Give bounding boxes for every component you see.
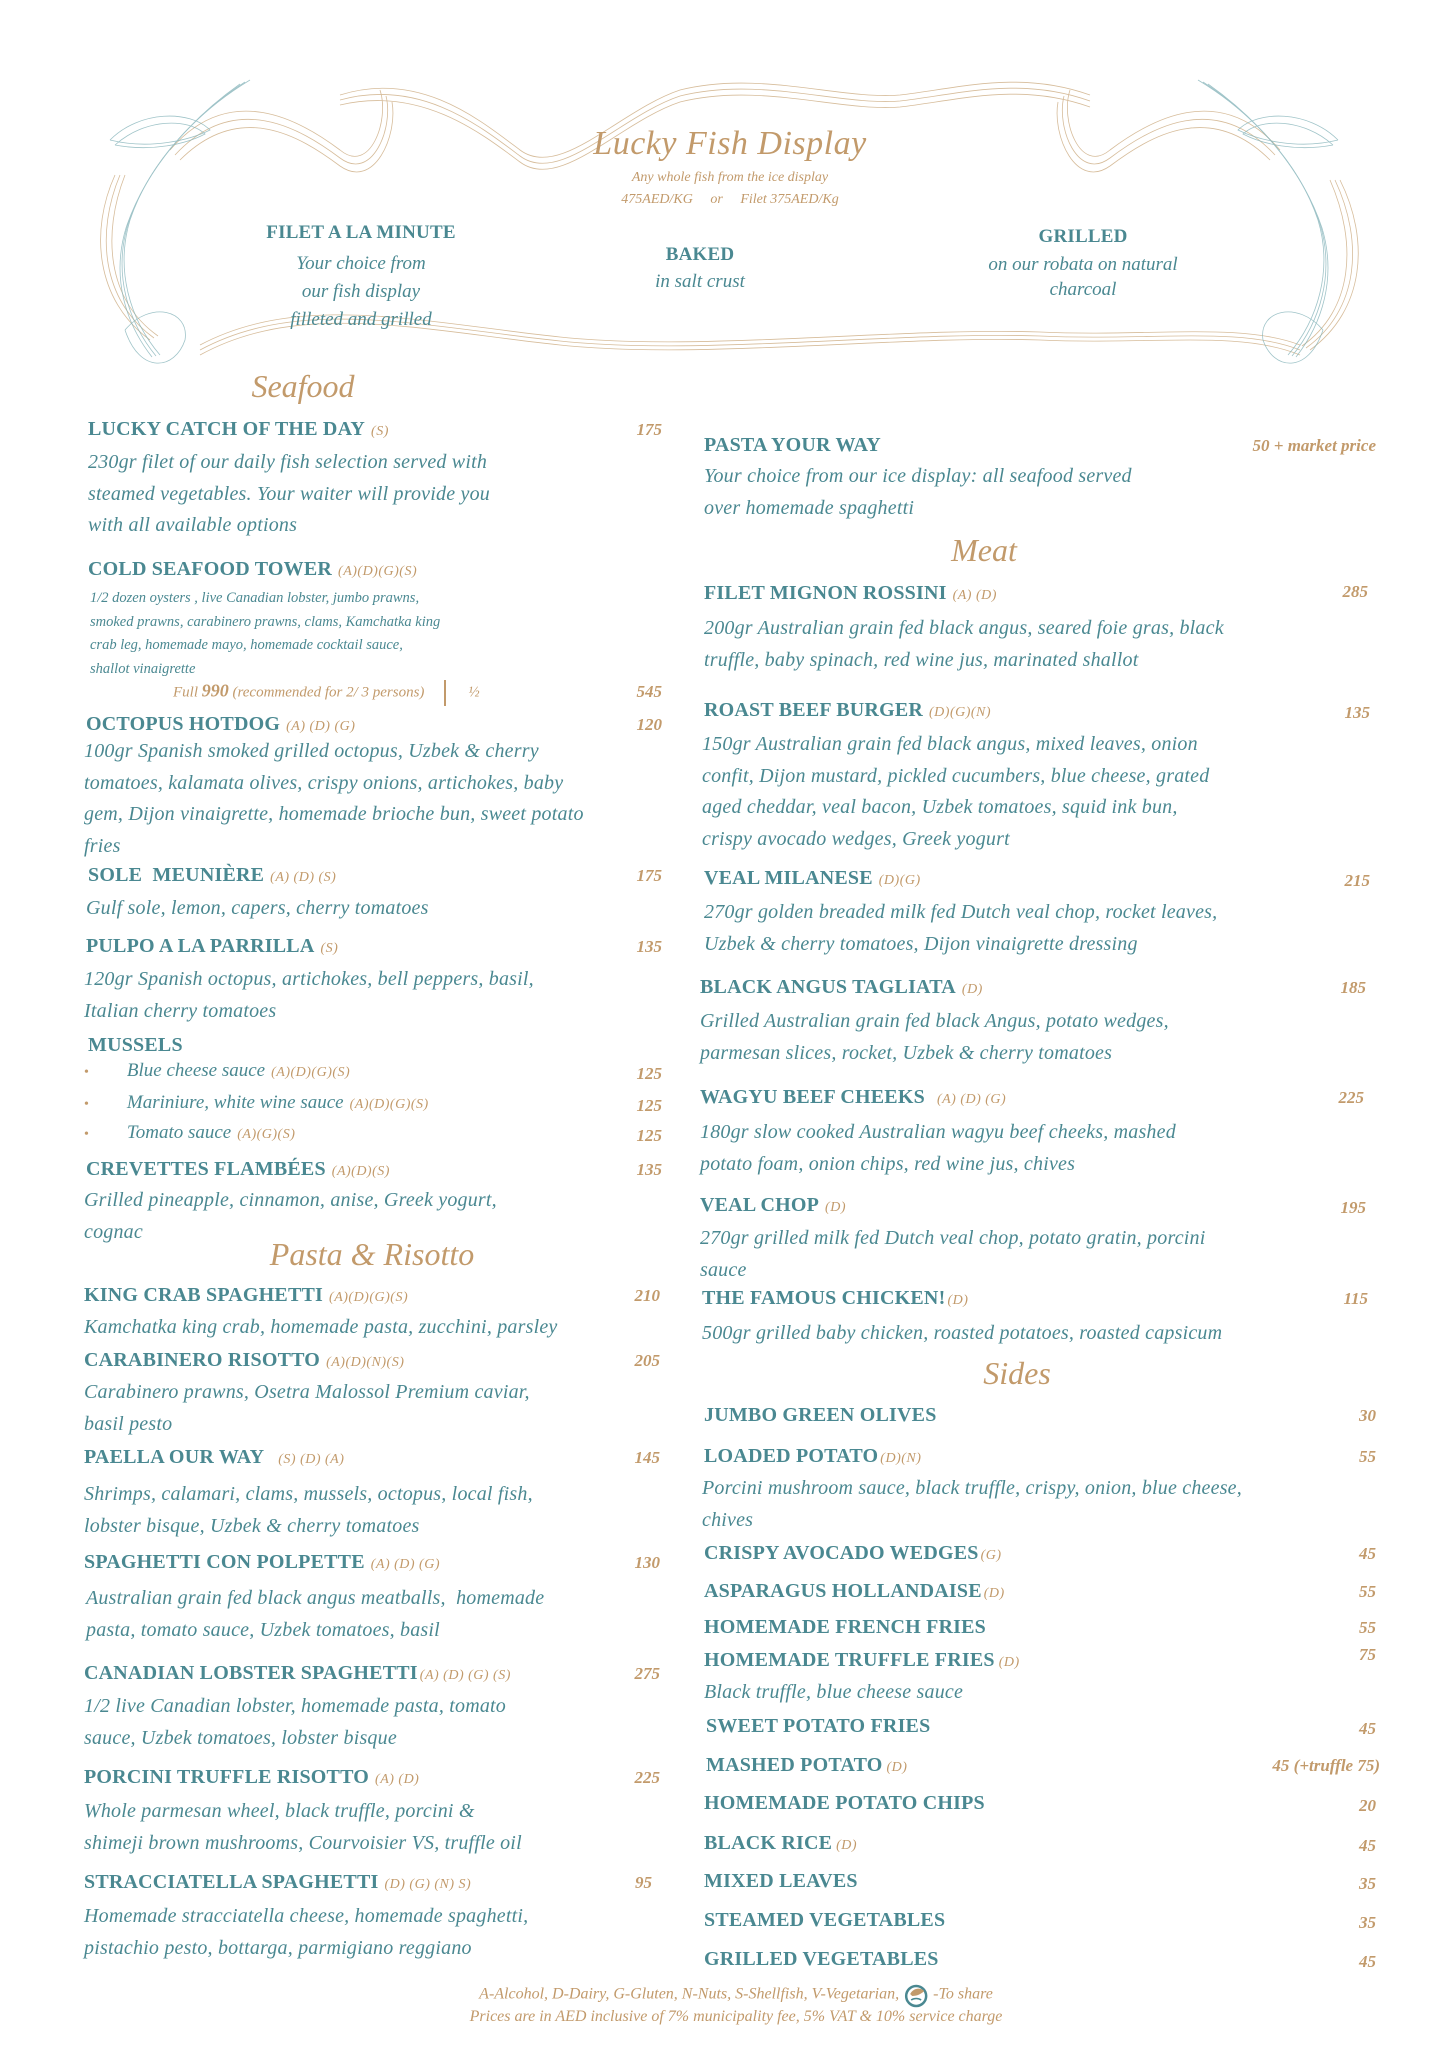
header-subtitle: Any whole fish from the ice display — [631, 170, 829, 185]
allergen-tags: (A) (D) — [952, 588, 997, 603]
menu-item-price: 55 — [1359, 1582, 1376, 1601]
menu-item-price: 135 — [636, 1160, 662, 1179]
page-title: Lucky Fish Display — [593, 125, 867, 162]
menu-item-name: ROAST BEEF BURGER (D)(G)(N) — [704, 699, 992, 721]
prices-note: Prices are in AED inclusive of 7% municipality fee, 5% VAT & 10% service charge — [469, 2008, 1003, 2025]
menu-item-price: 115 — [1343, 1289, 1368, 1308]
allergen-tags: (A) (D) (G) (S) — [419, 1668, 511, 1683]
menu-item-price: 225 — [1338, 1088, 1364, 1107]
menu-item-price: 125 — [636, 1126, 662, 1145]
menu-item-price: 45 — [1359, 1719, 1376, 1738]
menu-item-name: LOADED POTATO (D)(N) — [704, 1445, 922, 1467]
menu-item-price: 275 — [634, 1664, 660, 1683]
price-filet: Filet 375AED/Kg — [740, 192, 839, 207]
header-prices — [621, 192, 838, 208]
menu-item-name: HOMEMADE TRUFFLE FRIES (D) — [704, 1649, 1020, 1671]
bullet-icon: • — [84, 1065, 89, 1080]
mussels-variant: • Blue cheese sauce (A)(D)(G)(S) — [84, 1060, 351, 1081]
option-desc — [988, 252, 1177, 302]
menu-item-name: MUSSELS — [88, 1034, 183, 1056]
allergen-tags: (D) — [961, 982, 983, 997]
menu-item-price: 35 — [1359, 1913, 1376, 1932]
menu-item-name: STEAMED VEGETABLES — [704, 1909, 946, 1931]
allergen-tags: (A)(D)(N)(S) — [326, 1355, 405, 1370]
menu-item-desc: Gulf sole, lemon, capers, cherry tomatoes — [86, 897, 429, 919]
allergen-tags: (D) (G) (N) S) — [384, 1877, 472, 1892]
allergen-legend: A-Alcohol, D-Dairy, G-Gluten, N-Nuts, S-Shellfish, V-Vegetarian, -To share — [479, 1982, 993, 2008]
menu-item-price: 45 — [1359, 1952, 1376, 1971]
allergen-tags: (A) (D) (S) — [270, 870, 337, 885]
allergen-tags: (D) — [998, 1655, 1020, 1670]
menu-item-name: WAGYU BEEF CHEEKS (A) (D) (G) — [700, 1086, 1007, 1108]
menu-item-name: FILET MIGNON ROSSINI (A) (D) — [704, 582, 997, 604]
menu-item-price: 55 — [1359, 1618, 1376, 1637]
menu-item-desc: Grilled Australian grain fed black Angus, potato wedges, parmesan slices, rocket, Uzbek & cherry tomatoes — [700, 1010, 1169, 1064]
menu-item-price: 120 — [636, 715, 662, 734]
option-desc-line: filleted and grilled — [290, 309, 432, 330]
menu-item-name: HOMEMADE FRENCH FRIES — [704, 1616, 986, 1638]
menu-item-desc: 1/2 dozen oysters , live Canadian lobster, jumbo prawns, smoked prawns, carabinero prawns, clams, Kamchatka king crab leg, homemade mayo, homemade cocktail sauce, shallot vinaigrette — [90, 590, 441, 677]
divider — [444, 680, 446, 706]
menu-item-price: 45 (+truffle 75) — [1272, 1756, 1380, 1775]
allergen-tags: (D)(N) — [880, 1451, 922, 1466]
menu-item-name: MASHED POTATO (D) — [706, 1754, 908, 1776]
price-whole: 475AED/KG — [621, 192, 693, 207]
menu-item-name: CREVETTES FLAMBÉES (A)(D)(S) — [86, 1158, 390, 1180]
option-name: BAKED — [665, 244, 735, 265]
menu-item-name: SOLE MEUNIÈRE (A) (D) (S) — [88, 864, 337, 886]
price-or: or — [710, 192, 723, 207]
menu-item-price: 55 — [1359, 1447, 1376, 1466]
option-name: FILET A LA MINUTE — [266, 222, 456, 243]
menu-item-desc: 270gr grilled milk fed Dutch veal chop, potato gratin, porcini sauce — [700, 1227, 1206, 1281]
mussels-variant: • Mariniure, white wine sauce (A)(D)(G)(S) — [84, 1092, 429, 1113]
tower-half-label: ½ — [468, 684, 480, 701]
menu-item-price: 145 — [634, 1448, 660, 1467]
allergen-tags: (S) — [320, 941, 339, 956]
bullet-icon: • — [84, 1127, 89, 1142]
menu-item-desc: Porcini mushroom sauce, black truffle, crispy, onion, blue cheese, chives — [702, 1477, 1242, 1531]
menu-item-name: PORCINI TRUFFLE RISOTTO (A) (D) — [84, 1766, 420, 1788]
option-grilled — [988, 226, 1177, 302]
menu-item-name: CANADIAN LOBSTER SPAGHETTI (A) (D) (G) (S) — [84, 1662, 511, 1684]
menu-item-price: 285 — [1342, 582, 1368, 601]
menu-item-price: 215 — [1344, 871, 1370, 890]
bullet-icon: • — [84, 1097, 89, 1112]
menu-item-price: 175 — [636, 420, 662, 439]
menu-item-name: GRILLED VEGETABLES — [704, 1948, 939, 1970]
menu-item-price: 35 — [1359, 1874, 1376, 1893]
mussels-variant: • Tomato sauce (A)(G)(S) — [84, 1122, 296, 1143]
menu-item-desc: Homemade stracciatella cheese, homemade spaghetti, pistachio pesto, bottarga, parmigiano reggiano — [84, 1905, 529, 1959]
menu-item-name: MIXED LEAVES — [704, 1870, 858, 1892]
option-desc: in salt crust — [655, 271, 745, 292]
menu-item-desc: Kamchatka king crab, homemade pasta, zucchini, parsley — [84, 1316, 558, 1338]
menu-item-name: VEAL MILANESE (D)(G) — [704, 867, 921, 889]
menu-item-desc: Your choice from our ice display: all seafood served over homemade spaghetti — [704, 465, 1132, 519]
menu-item-price: 125 — [636, 1064, 662, 1083]
menu-item-price: 45 — [1359, 1544, 1376, 1563]
option-desc-line: on our robata on natural — [988, 254, 1178, 275]
menu-item-name: LUCKY CATCH OF THE DAY (S) — [88, 418, 389, 440]
option-filet-a-la-minute — [266, 222, 455, 334]
menu-item-desc: Grilled pineapple, cinnamon, anise, Greek yogurt, cognac — [84, 1189, 497, 1243]
section-title-meat: Meat — [951, 532, 1017, 568]
menu-item-price: 195 — [1340, 1198, 1366, 1217]
menu-item-price: 30 — [1359, 1406, 1376, 1425]
allergen-tags: (D)(G)(N) — [929, 705, 992, 720]
menu-item-name: PASTA YOUR WAY — [704, 434, 881, 456]
menu-item-price: 545 — [636, 682, 662, 701]
option-desc-line: our fish display — [301, 281, 421, 302]
menu-item-name: COLD SEAFOOD TOWER (A)(D)(G)(S) — [88, 558, 418, 580]
allergen-tags: (A) (D) (G) — [286, 719, 356, 734]
menu-item-price: 75 — [1359, 1645, 1376, 1664]
menu-item-name: SPAGHETTI CON POLPETTE (A) (D) (G) — [84, 1551, 440, 1573]
section-title-pasta: Pasta & Risotto — [269, 1236, 475, 1272]
option-desc-line: charcoal — [1049, 279, 1117, 300]
allergen-tags: (A)(D)(S) — [331, 1164, 390, 1179]
menu-item-price: 45 — [1359, 1836, 1376, 1855]
menu-item-name: KING CRAB SPAGHETTI (A)(D)(G)(S) — [84, 1284, 409, 1306]
menu-item-price: 135 — [636, 937, 662, 956]
allergen-tags: (D) — [886, 1760, 908, 1775]
menu-item-desc: 180gr slow cooked Australian wagyu beef cheeks, mashed potato foam, onion chips, red wine jus, chives — [700, 1121, 1176, 1175]
menu-item-desc: Shrimps, calamari, clams, mussels, octopus, local fish, lobster bisque, Uzbek & cherry tomatoes — [84, 1483, 533, 1537]
allergen-tags: (G) — [980, 1548, 1002, 1563]
allergen-tags: (A)(D)(G)(S) — [338, 564, 418, 579]
menu-item-name: BLACK ANGUS TAGLIATA (D) — [700, 976, 983, 998]
menu-item-price: 210 — [634, 1286, 660, 1305]
menu-item-desc: Black truffle, blue cheese sauce — [704, 1681, 964, 1703]
share-fish-icon — [903, 1982, 929, 2008]
menu-item-price: 205 — [634, 1351, 660, 1370]
decorative-wave-frame — [0, 0, 1448, 420]
menu-item-price: 185 — [1340, 978, 1366, 997]
menu-item-name: STRACCIATELLA SPAGHETTI (D) (G) (N) S) — [84, 1871, 472, 1893]
tower-price-row: Full 990 (recommended for 2/ 3 persons) ½ — [173, 680, 480, 706]
menu-item-name: BLACK RICE (D) — [704, 1832, 858, 1854]
menu-item-price: 125 — [636, 1096, 662, 1115]
allergen-tags: (S) — [371, 424, 389, 439]
option-desc — [266, 250, 455, 334]
option-desc-line: Your choice from — [296, 253, 426, 274]
menu-item-price: 135 — [1344, 703, 1370, 722]
menu-item-desc: 100gr Spanish smoked grilled octopus, Uzbek & cherry tomatoes, kalamata olives, crispy onions, artichokes, baby gem, Dijon vinaigrette, homemade brioche bun, sweet potato fries — [84, 740, 584, 857]
menu-item-desc: 120gr Spanish octopus, artichokes, bell peppers, basil, Italian cherry tomatoes — [84, 968, 534, 1022]
menu-item-name: PAELLA OUR WAY (S) (D) (A) — [84, 1446, 345, 1468]
allergen-tags: (A) (D) — [375, 1772, 420, 1787]
menu-item-desc: 230gr filet of our daily fish selection served with steamed vegetables. Your waiter will provide you with all available options — [88, 451, 490, 536]
menu-item-name: HOMEMADE POTATO CHIPS — [704, 1792, 985, 1814]
menu-item-name: VEAL CHOP (D) — [700, 1194, 846, 1216]
option-name: GRILLED — [1038, 226, 1128, 247]
menu-item-desc: 270gr golden breaded milk fed Dutch veal chop, rocket leaves, Uzbek & cherry tomatoes, Dijon vinaigrette dressing — [704, 901, 1218, 955]
allergen-tags: (D) — [836, 1838, 858, 1853]
section-title-sides: Sides — [983, 1355, 1051, 1391]
allergen-tags: (D) — [983, 1586, 1005, 1601]
allergen-tags: (D) — [825, 1200, 846, 1215]
allergen-tags: (D)(G) — [878, 873, 921, 888]
allergen-tags: (A) (D) (G) — [936, 1092, 1007, 1107]
menu-item-desc: 150gr Australian grain fed black angus, mixed leaves, onion confit, Dijon mustard, pickled cucumbers, blue cheese, grated aged cheddar, veal bacon, Uzbek tomatoes, squid ink bun, crispy avocado wedges, Greek yogurt — [702, 733, 1210, 850]
menu-item-desc: 500gr grilled baby chicken, roasted potatoes, roasted capsicum — [702, 1322, 1223, 1344]
menu-item-desc: Whole parmesan wheel, black truffle, porcini & shimeji brown mushrooms, Courvoisier VS, truffle oil — [84, 1800, 522, 1854]
menu-item-name: OCTOPUS HOTDOG (A) (D) (G) — [86, 713, 356, 735]
menu-item-desc: Carabinero prawns, Osetra Malossol Premium caviar, basil pesto — [84, 1381, 530, 1435]
allergen-tags: (D) — [947, 1293, 969, 1308]
menu-item-desc: 200gr Australian grain fed black angus, seared foie gras, black truffle, baby spinach, red wine jus, marinated shallot — [704, 617, 1224, 671]
menu-item-desc: 1/2 live Canadian lobster, homemade pasta, tomato sauce, Uzbek tomatoes, lobster bisque — [84, 1695, 506, 1749]
section-title-seafood: Seafood — [251, 368, 355, 404]
menu-item-price: 225 — [634, 1768, 660, 1787]
menu-item-name: JUMBO GREEN OLIVES — [704, 1404, 937, 1426]
menu-item-price: 50 + market price — [1252, 436, 1376, 455]
menu-item-price: 95 — [635, 1873, 652, 1892]
menu-item-price: 175 — [636, 866, 662, 885]
tower-full-price: 990 — [201, 680, 229, 701]
menu-item-name: THE FAMOUS CHICKEN! (D) — [702, 1287, 969, 1309]
menu-item-name: CRISPY AVOCADO WEDGES (G) — [704, 1542, 1002, 1564]
option-baked — [655, 244, 745, 294]
allergen-tags: (A)(D)(G)(S) — [329, 1290, 409, 1305]
menu-item-name: CARABINERO RISOTTO (A)(D)(N)(S) — [84, 1349, 405, 1371]
menu-item-name: ASPARAGUS HOLLANDAISE (D) — [704, 1580, 1005, 1602]
menu-item-price: 20 — [1359, 1796, 1376, 1815]
menu-item-price: 130 — [634, 1553, 660, 1572]
allergen-tags: (S) (D) (A) — [278, 1452, 345, 1467]
menu-item-desc: Australian grain fed black angus meatballs, homemade pasta, tomato sauce, Uzbek tomatoes, basil — [86, 1587, 545, 1641]
menu-item-name: PULPO A LA PARRILLA (S) — [86, 935, 339, 957]
menu-item-name: SWEET POTATO FRIES — [706, 1715, 931, 1737]
allergen-tags: (A) (D) (G) — [370, 1557, 440, 1572]
